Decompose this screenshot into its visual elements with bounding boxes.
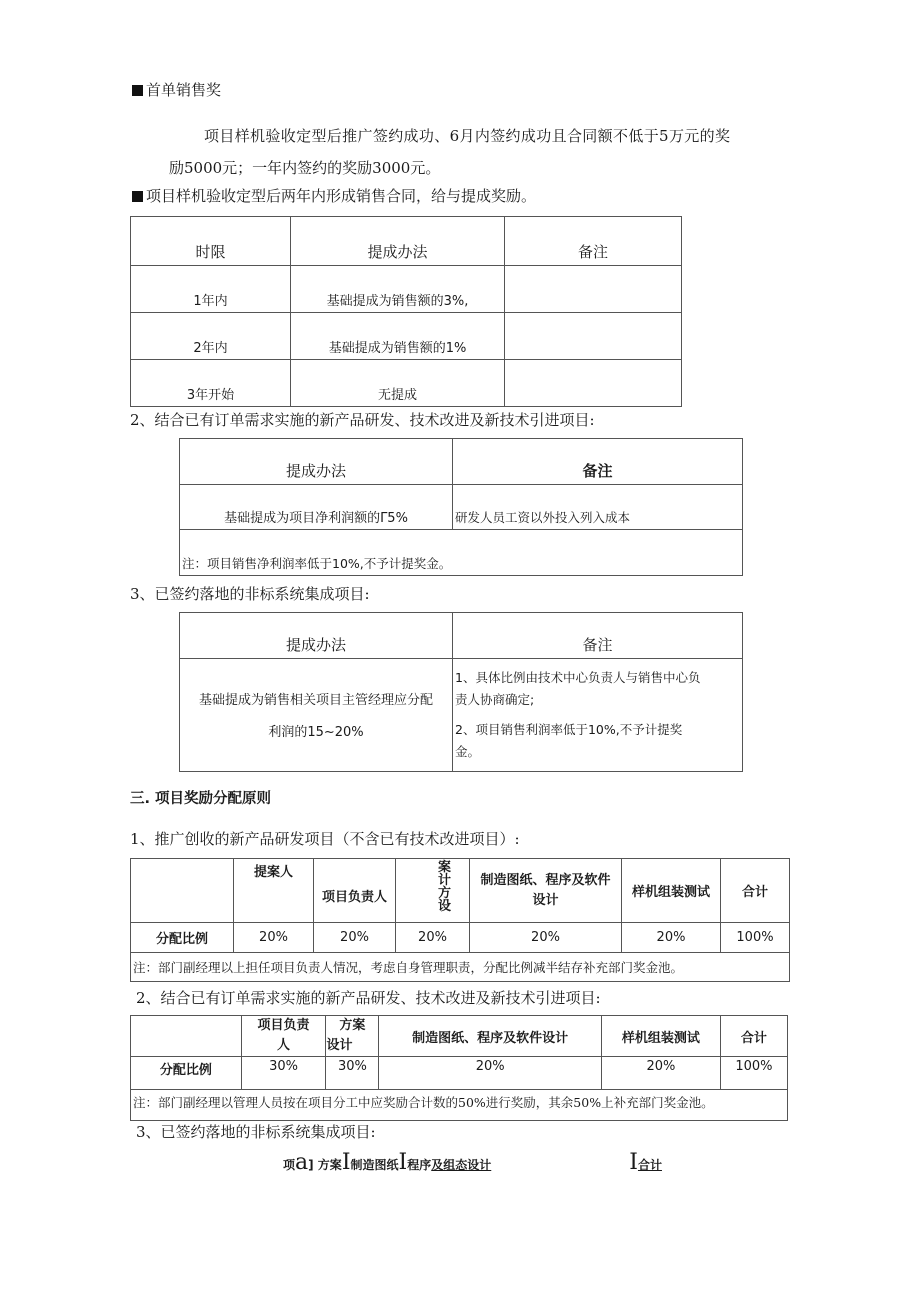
table-cell: 20% xyxy=(234,923,314,953)
part-three-heading: 三. 项目奖励分配原则 xyxy=(130,791,272,807)
header-line: 项目负责 xyxy=(257,1018,310,1033)
header-cell xyxy=(241,1016,326,1057)
table-cell xyxy=(505,313,682,360)
cell-line: 金。 xyxy=(455,744,481,759)
header-cell: 制造图纸、程序及软件设计 xyxy=(379,1016,602,1057)
cell-line: 利润的15~20% xyxy=(268,725,364,740)
table-cell: 20% xyxy=(601,1057,720,1090)
row-label: 分配比例 xyxy=(131,1057,242,1090)
header-fragment: 合计 xyxy=(637,1158,662,1172)
sub1-heading: 1、推广创收的新产品研发项目（不含已有技术改进项目）: xyxy=(130,830,520,848)
table-row xyxy=(180,485,743,530)
header-line: 设计 xyxy=(532,892,559,908)
first-sale-paragraph-line2: 励5000元；一年内签约的奖励3000元。 xyxy=(169,159,441,177)
header-cell: 项目负责人 xyxy=(314,859,396,923)
table-row xyxy=(180,659,743,772)
header-cell: 提成办法 xyxy=(180,613,453,659)
header-cell-empty xyxy=(131,1016,242,1057)
section-2-heading: 2、结合已有订单需求实施的新产品研发、技术改进及新技术引进项目: xyxy=(130,411,595,429)
table-cell: 100% xyxy=(720,1057,787,1090)
header-cell: 合计 xyxy=(720,1016,787,1057)
header-fragment: I xyxy=(629,1150,638,1175)
section-2-table xyxy=(179,438,743,576)
table-note: 注：部门副经理以管理人员按在项目分工中应奖励合计数的50%进行奖励，其余50%上补充部门奖金池。 xyxy=(131,1090,788,1121)
table-cell: 100% xyxy=(721,923,790,953)
table-note-row xyxy=(131,1090,788,1121)
header-cell: 提成办法 xyxy=(180,439,453,485)
table-cell: 无提成 xyxy=(291,360,505,407)
table-cell xyxy=(505,266,682,313)
header-char: 设 xyxy=(437,899,451,914)
header-fragment: 及组态设计 xyxy=(431,1158,492,1172)
section-3-heading: 3、已签约落地的非标系统集成项目: xyxy=(130,585,370,603)
sub3-garbled-table-header xyxy=(283,1150,743,1178)
first-sale-heading xyxy=(132,80,221,100)
header-line: 人 xyxy=(277,1038,291,1053)
header-fragment: 项 xyxy=(283,1158,296,1172)
header-cell: 备注 xyxy=(505,217,682,266)
table-cell: 20% xyxy=(622,923,721,953)
sub2-heading: 2、结合已有订单需求实施的新产品研发、技术改进及新技术引进项目: xyxy=(136,989,601,1007)
table-row xyxy=(131,1057,788,1090)
header-char: 计 xyxy=(437,873,451,888)
table-cell: 基础提成为销售额的3%, xyxy=(291,266,505,313)
table-header-row xyxy=(180,439,743,485)
table-header-row xyxy=(180,613,743,659)
cell-line: 基础提成为销售相关项目主管经理应分配 xyxy=(198,693,433,708)
header-cell xyxy=(396,859,470,923)
heading-text: 首单销售奖 xyxy=(146,81,222,99)
table-cell xyxy=(505,360,682,407)
table-cell: 基础提成为销售额的1% xyxy=(291,313,505,360)
table-header-row xyxy=(131,1016,788,1057)
cell-line: 2、项目销售利润率低于10%,不予计提奖 xyxy=(455,722,683,737)
table-cell: 20% xyxy=(396,923,470,953)
table-row xyxy=(131,923,790,953)
table-note: 注：项目销售净利润率低于10%,不予计提奖金。 xyxy=(180,530,743,576)
cell-line: 1、具体比例由技术中心负责人与销售中心负 xyxy=(455,670,701,685)
header-fragment: ] 方案 xyxy=(308,1158,342,1172)
table-row xyxy=(131,266,682,313)
table-cell: 2年内 xyxy=(131,313,291,360)
header-cell xyxy=(326,1016,379,1057)
header-cell-empty xyxy=(131,859,234,923)
table-header-row xyxy=(131,217,682,266)
table-cell: 基础提成为项目净利润额的Γ5% xyxy=(180,485,453,530)
header-cell: 样机组装测试 xyxy=(601,1016,720,1057)
table-cell: 20% xyxy=(379,1057,602,1090)
header-char: 方 xyxy=(437,886,451,901)
table-cell: 30% xyxy=(241,1057,326,1090)
header-cell: 备注 xyxy=(453,613,743,659)
table-cell: 20% xyxy=(314,923,396,953)
sub2-table xyxy=(130,1015,788,1121)
table-note-row xyxy=(180,530,743,576)
header-char: 案 xyxy=(437,860,451,875)
header-line: 方案 xyxy=(339,1018,366,1033)
table-cell: 3年开始 xyxy=(131,360,291,407)
header-cell: 提成办法 xyxy=(291,217,505,266)
table-cell: 30% xyxy=(326,1057,379,1090)
header-fragment: 制造图纸 xyxy=(350,1158,399,1172)
square-bullet-icon xyxy=(132,85,143,96)
header-cell: 备注 xyxy=(453,439,743,485)
cell-line: 责人协商确定; xyxy=(455,692,535,707)
header-fragment: I xyxy=(341,1150,351,1175)
header-cell: 时限 xyxy=(131,217,291,266)
table-row xyxy=(131,360,682,407)
section-3-table xyxy=(179,612,743,772)
square-bullet-icon xyxy=(132,191,143,202)
table-cell: 1年内 xyxy=(131,266,291,313)
commission-table xyxy=(130,216,682,407)
header-fragment: I xyxy=(398,1150,408,1175)
table-cell xyxy=(453,659,743,772)
first-sale-paragraph-line1: 项目样机验收定型后推广签约成功、6月内签约成功且合同额不低于5万元的奖 xyxy=(204,127,731,145)
table-cell xyxy=(180,659,453,772)
header-line: 设计 xyxy=(326,1038,353,1053)
sub1-table xyxy=(130,858,790,982)
table-row xyxy=(131,313,682,360)
row-label: 分配比例 xyxy=(131,923,234,953)
table-header-row xyxy=(131,859,790,923)
header-cell xyxy=(470,859,622,923)
table-cell: 研发人员工资以外投入列入成本 xyxy=(453,485,743,530)
header-fragment: 程序 xyxy=(407,1158,432,1172)
header-cell: 提案人 xyxy=(234,859,314,923)
table-note: 注：部门副经理以上担任项目负责人情况，考虑自身管理职责，分配比例减半结存补充部门奖金池。 xyxy=(131,953,790,982)
header-cell: 样机组装测试 xyxy=(622,859,721,923)
header-cell: 合计 xyxy=(721,859,790,923)
table-cell: 20% xyxy=(470,923,622,953)
header-line: 制造图纸、程序及软件 xyxy=(480,872,611,888)
heading-text: 项目样机验收定型后两年内形成销售合同，给与提成奖励。 xyxy=(146,187,537,205)
commission-heading xyxy=(132,186,536,206)
table-note-row xyxy=(131,953,790,982)
header-fragment: a xyxy=(295,1150,309,1175)
sub3-heading: 3、已签约落地的非标系统集成项目: xyxy=(136,1123,376,1141)
